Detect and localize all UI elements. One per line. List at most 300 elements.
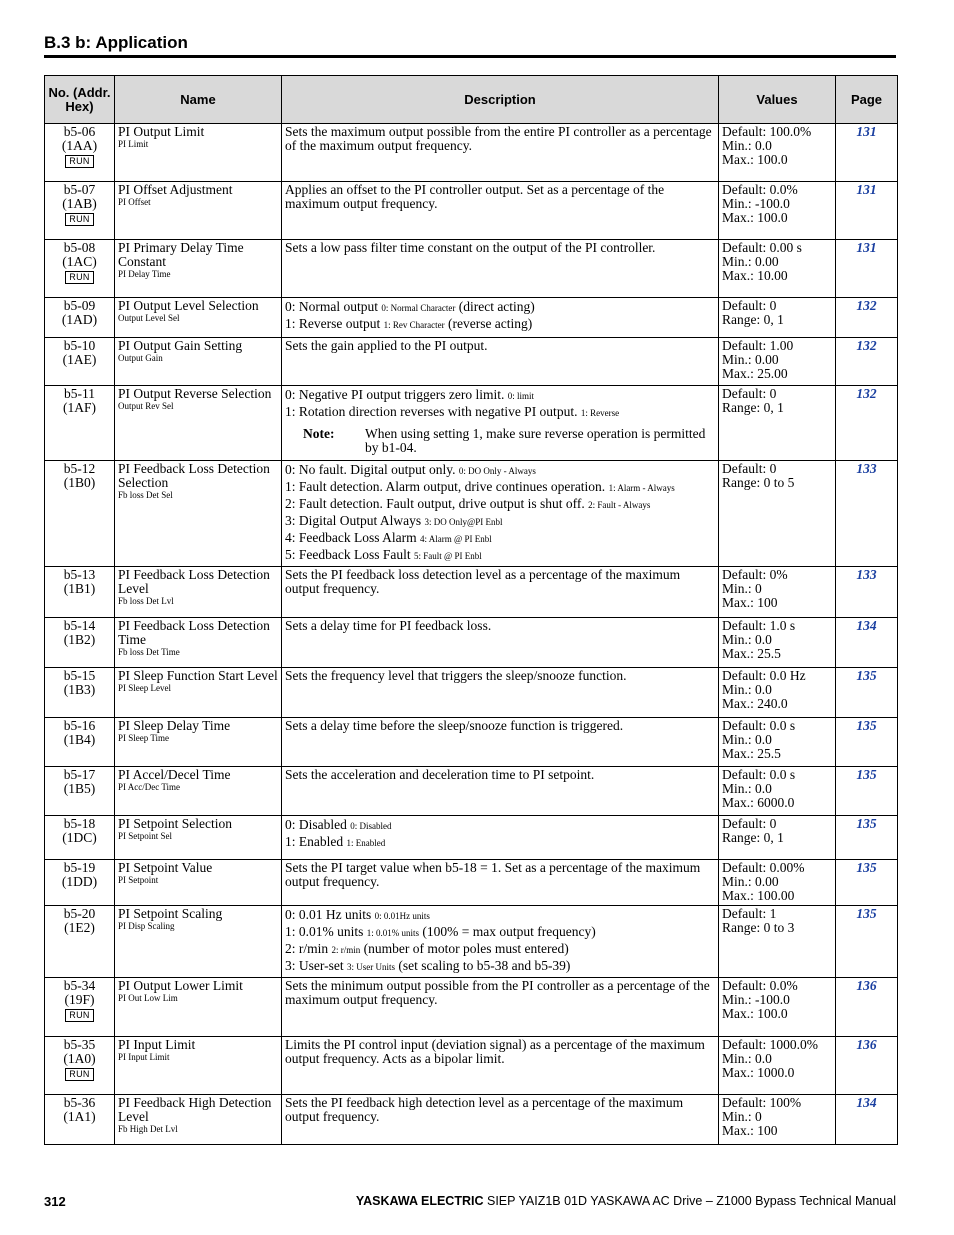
lcd-display-name: Output Rev Sel [118,401,174,411]
param-values-cell [719,978,836,1037]
param-description-cell [282,906,719,978]
lcd-display-name: PI Setpoint [118,875,159,885]
param-value-line: Range: 0, 1 [722,400,784,415]
option-suffix: (set scaling to b5-38 and b5-39) [398,958,571,973]
param-values-cell [719,668,836,718]
page-reference-cell [836,567,898,618]
column-header-no: No. (Addr. Hex) [45,76,115,124]
page-reference-cell [836,618,898,668]
param-number: b5-18 [63,816,96,831]
option-text: 1: Rotation direction reverses with negative PI output. [285,404,578,419]
param-value-line: Min.: 0.0 [722,138,772,153]
param-value-line: Default: 0% [722,567,788,582]
table-row [45,860,898,906]
param-address: (1AF) [63,400,96,415]
param-name: PI Accel/Decel Time [118,767,231,782]
param-name: PI Sleep Function Start Level [118,668,278,683]
page-reference-cell [836,767,898,816]
parameter-table [44,75,898,1145]
note-block [303,427,715,455]
param-value-line: Default: 100.0% [722,124,812,139]
param-description-cell [282,718,719,767]
param-value-line: Default: 0.0 s [722,767,796,782]
option-text: 0: Negative PI output triggers zero limit. [285,387,505,402]
param-address: (19F) [64,992,95,1007]
table-header-row [45,76,898,124]
param-address: (1A1) [63,1109,96,1124]
param-name-cell [115,860,282,906]
param-name-cell [115,1037,282,1095]
param-values-cell [719,1095,836,1145]
param-value-line: Default: 1.00 [722,338,794,353]
param-number: b5-11 [64,386,95,401]
param-value-line: Max.: 25.5 [722,646,781,661]
param-name: PI Setpoint Scaling [118,906,223,921]
option-text: 3: User-set [285,958,344,973]
param-address: (1B0) [63,475,96,490]
setting-option [285,530,715,547]
param-address: (1B4) [63,732,96,747]
page-reference-cell [836,860,898,906]
setting-option [285,513,715,530]
table-row [45,1095,898,1145]
param-value-line: Max.: 100 [722,595,778,610]
setting-option [285,316,715,333]
param-name: PI Output Lower Limit [118,978,243,993]
param-description-cell [282,124,719,182]
param-values-cell [719,860,836,906]
param-description-cell [282,461,719,567]
param-number: b5-12 [63,461,96,476]
param-values-cell [719,182,836,240]
section-title: B.3 b: Application [44,33,188,52]
param-address: (1AC) [62,254,97,269]
param-description-cell [282,567,719,618]
param-value-line: Default: 0.0% [722,978,798,993]
param-number: b5-20 [63,906,96,921]
param-name: PI Sleep Delay Time [118,718,231,733]
param-value-line: Max.: 1000.0 [722,1065,795,1080]
param-value-line: Max.: 100.0 [722,210,788,225]
option-lcd-text: 0: 0.01Hz units [374,911,430,921]
param-name-cell [115,386,282,461]
param-value-line: Min.: -100.0 [722,196,790,211]
param-description-cell [282,767,719,816]
page-reference-cell [836,124,898,182]
option-suffix: (direct acting) [458,299,535,314]
option-text: 0: 0.01 Hz units [285,907,372,922]
param-name-cell [115,906,282,978]
option-text: 4: Feedback Loss Alarm [285,530,417,545]
param-description: Sets the frequency level that triggers the sleep/snooze function. [285,668,627,683]
param-description: Sets the maximum output possible from the entire PI controller as a percentage of the maximum output frequency. [285,124,712,153]
param-number: b5-14 [63,618,96,633]
param-values-cell [719,567,836,618]
page-reference-cell [836,718,898,767]
param-value-line: Max.: 100.0 [722,1006,788,1021]
setting-option [285,924,715,941]
option-suffix: (number of motor poles must entered) [363,941,569,956]
param-number-cell [45,386,115,461]
param-value-line: Min.: -100.0 [722,992,790,1007]
param-value-line: Default: 0.0% [722,182,798,197]
column-header-description: Description [282,76,719,124]
setting-option [285,817,715,834]
table-row [45,978,898,1037]
param-name: PI Output Gain Setting [118,338,243,353]
page-reference-cell [836,978,898,1037]
param-number-cell [45,1037,115,1095]
option-suffix: (100% = max output frequency) [422,924,596,939]
page-reference-cell [836,240,898,298]
param-number-cell [45,767,115,816]
param-value-line: Max.: 25.5 [722,746,781,761]
param-description: Sets the PI target value when b5-18 = 1. Set as a percentage of the maximum output frequency. [285,860,701,889]
table-row [45,386,898,461]
param-address: (1B3) [63,682,96,697]
param-value-line: Max.: 100.0 [722,152,788,167]
param-description: Sets the acceleration and deceleration time to PI setpoint. [285,767,595,782]
param-description: Sets a low pass filter time constant on the output of the PI controller. [285,240,656,255]
option-lcd-text: 4: Alarm @ PI Enbl [419,534,492,544]
param-name: PI Primary Delay Time Constant [118,240,244,269]
setting-option [285,941,715,958]
page-reference-link[interactable]: 135 [856,718,877,733]
param-number: b5-16 [63,718,96,733]
param-value-line: Min.: 0.0 [722,632,772,647]
page-reference-link[interactable]: 136 [856,978,877,993]
setting-option [285,462,715,479]
param-number-cell [45,240,115,298]
param-address: (1AA) [61,138,98,153]
table-row [45,618,898,668]
table-row [45,767,898,816]
param-name: PI Input Limit [118,1037,196,1052]
param-value-line: Max.: 6000.0 [722,795,795,810]
lcd-display-name: PI Setpoint Sel [118,831,173,841]
param-value-line: Default: 1000.0% [722,1037,818,1052]
param-values-cell [719,618,836,668]
lcd-display-name: PI Out Low Lim [118,993,178,1003]
lcd-display-name: Fb loss Det Lvl [118,596,174,606]
param-name: PI Feedback Loss Detection Level [118,567,270,596]
param-value-line: Max.: 240.0 [722,696,788,711]
param-address: (1AD) [61,312,98,327]
table-row [45,718,898,767]
option-lcd-text: 0: limit [507,391,534,401]
option-text: 0: No fault. Digital output only. [285,462,456,477]
param-value-line: Default: 0 [722,461,777,476]
option-text: 3: Digital Output Always [285,513,422,528]
param-value-line: Default: 0 [722,816,777,831]
column-header-name: Name [115,76,282,124]
lcd-display-name: Output Gain [118,353,163,363]
page-number: 312 [44,1194,66,1209]
param-name-cell [115,338,282,386]
page-reference-link[interactable]: 132 [856,298,877,313]
run-badge: RUN [65,213,93,226]
param-value-line: Default: 0.00% [722,860,805,875]
param-address: (1AB) [62,196,97,211]
param-name-cell [115,767,282,816]
table-row [45,298,898,338]
param-value-line: Default: 1.0 s [722,618,796,633]
param-values-cell [719,906,836,978]
param-address: (1AE) [62,352,97,367]
param-number-cell [45,1095,115,1145]
run-badge: RUN [65,155,93,168]
param-name: PI Feedback High Detection Level [118,1095,272,1124]
page-reference-cell [836,386,898,461]
lcd-display-name: PI Sleep Time [118,733,170,743]
page-reference-cell [836,816,898,860]
param-value-line: Min.: 0.00 [722,352,779,367]
option-lcd-text: 1: Reverse [580,408,620,418]
lcd-display-name: PI Acc/Dec Time [118,782,180,792]
option-lcd-text: 0: Normal Character [381,303,456,313]
title-rule [44,55,896,58]
option-lcd-text: 0: Disabled [350,821,392,831]
option-lcd-text: 2: Fault - Always [588,500,651,510]
option-text: 1: Fault detection. Alarm output, drive continues operation. [285,479,606,494]
param-value-line: Default: 0 [722,298,777,313]
param-number: b5-13 [63,567,96,582]
param-description-cell [282,860,719,906]
param-description-cell [282,240,719,298]
param-number-cell [45,978,115,1037]
run-badge: RUN [65,271,93,284]
param-value-line: Default: 0.00 s [722,240,802,255]
footer-doc: SIEP YAIZ1B 01D YASKAWA AC Drive – Z1000 Bypass Technical Manual [486,1194,896,1208]
page-reference-link[interactable]: 133 [856,461,877,476]
page-reference-link[interactable]: 131 [856,182,877,197]
option-text: 1: 0.01% units [285,924,364,939]
page-reference-link[interactable]: 135 [856,767,877,782]
param-number: b5-10 [63,338,96,353]
param-name-cell [115,618,282,668]
option-text: 1: Enabled [285,834,344,849]
param-name-cell [115,718,282,767]
page-reference-link[interactable]: 135 [856,860,877,875]
page-reference-link[interactable]: 134 [856,1095,877,1110]
param-name: PI Setpoint Value [118,860,213,875]
param-description: Sets a delay time before the sleep/snooze function is triggered. [285,718,624,733]
param-description-cell [282,298,719,338]
param-values-cell [719,386,836,461]
param-number: b5-19 [63,860,96,875]
param-number: b5-35 [63,1037,96,1052]
param-number-cell [45,182,115,240]
param-number-cell [45,461,115,567]
param-number: b5-09 [63,298,96,313]
option-text: 0: Disabled [285,817,347,832]
param-value-line: Range: 0, 1 [722,830,784,845]
option-lcd-text: 1: Rev Character [383,320,445,330]
param-value-line: Range: 0 to 3 [722,920,795,935]
param-value-line: Default: 1 [722,906,777,921]
param-name: PI Setpoint Selection [118,816,232,831]
param-value-line: Min.: 0 [722,1109,762,1124]
option-text: 2: Fault detection. Fault output, drive output is shut off. [285,496,585,511]
table-row [45,816,898,860]
param-value-line: Max.: 10.00 [722,268,788,283]
lcd-display-name: Fb High Det Lvl [118,1124,178,1134]
option-text: 5: Feedback Loss Fault [285,547,411,562]
param-name-cell [115,816,282,860]
param-address: (1DC) [62,830,97,845]
param-number-cell [45,718,115,767]
footer-doc-title [356,1194,896,1208]
param-name-cell [115,978,282,1037]
param-number-cell [45,618,115,668]
note-label: Note: [303,426,335,441]
param-description-cell [282,182,719,240]
page-reference-link[interactable]: 131 [856,240,877,255]
setting-option [285,299,715,316]
param-number: b5-36 [63,1095,96,1110]
param-number-cell [45,124,115,182]
note-text: When using setting 1, make sure reverse operation is permitted by b1-04. [365,426,706,455]
param-value-line: Max.: 25.00 [722,366,788,381]
table-row [45,668,898,718]
param-value-line: Range: 0, 1 [722,312,784,327]
page-reference-link[interactable]: 132 [856,338,877,353]
page-reference-cell [836,182,898,240]
setting-option [285,547,715,564]
param-number: b5-34 [63,978,96,993]
page-reference-cell [836,1095,898,1145]
column-header-values: Values [719,76,836,124]
page-reference-link[interactable]: 136 [856,1037,877,1052]
param-value-line: Default: 0 [722,386,777,401]
option-lcd-text: 1: Enabled [346,838,386,848]
option-lcd-text: 3: User Units [346,962,395,972]
param-description-cell [282,338,719,386]
page-reference-link[interactable]: 133 [856,567,877,582]
param-description: Sets the PI feedback loss detection level as a percentage of the maximum output frequency. [285,567,681,596]
page-reference-link[interactable]: 135 [856,816,877,831]
param-values-cell [719,298,836,338]
option-text: 1: Reverse output [285,316,381,331]
setting-option [285,907,715,924]
param-description: Sets the minimum output possible from the PI controller as a percentage of the maximum output frequency. [285,978,710,1007]
run-badge: RUN [65,1009,93,1022]
lcd-display-name: Output Level Sel [118,313,180,323]
page-reference-link[interactable]: 134 [856,618,877,633]
param-value-line: Max.: 100.00 [722,888,795,903]
option-lcd-text: 2: r/min [331,945,361,955]
param-name: PI Feedback Loss Detection Selection [118,461,270,490]
param-values-cell [719,816,836,860]
page-reference-link[interactable]: 131 [856,124,877,139]
column-header-page: Page [836,76,898,124]
table-row [45,182,898,240]
param-values-cell [719,461,836,567]
param-description: Sets a delay time for PI feedback loss. [285,618,492,633]
param-description-cell [282,1095,719,1145]
param-value-line: Min.: 0.0 [722,781,772,796]
param-address: (1A0) [63,1051,96,1066]
param-values-cell [719,767,836,816]
param-value-line: Min.: 0.0 [722,732,772,747]
footer-brand: YASKAWA ELECTRIC [355,1194,484,1208]
setting-option [285,404,715,421]
param-name-cell [115,1095,282,1145]
param-number: b5-07 [63,182,96,197]
page-reference-link[interactable]: 135 [856,906,877,921]
param-value-line: Min.: 0.0 [722,682,772,697]
lcd-display-name: PI Input Limit [118,1052,170,1062]
param-values-cell [719,1037,836,1095]
param-description-cell [282,386,719,461]
param-name-cell [115,298,282,338]
param-number: b5-17 [63,767,96,782]
param-value-line: Default: 0.0 Hz [722,668,806,683]
page-reference-link[interactable]: 132 [856,386,877,401]
table-row [45,461,898,567]
param-value-line: Min.: 0.0 [722,1051,772,1066]
param-name: PI Offset Adjustment [118,182,233,197]
param-name-cell [115,124,282,182]
param-number: b5-06 [63,124,96,139]
param-value-line: Min.: 0.00 [722,874,779,889]
param-name: PI Output Reverse Selection [118,386,272,401]
param-value-line: Range: 0 to 5 [722,475,795,490]
lcd-display-name: Fb loss Det Sel [118,490,173,500]
option-text: 0: Normal output [285,299,378,314]
param-value-line: Min.: 0 [722,581,762,596]
setting-option [285,479,715,496]
param-name-cell [115,567,282,618]
param-description: Limits the PI control input (deviation signal) as a percentage of the maximum output frequency. Acts as a bipolar limit. [285,1037,705,1066]
param-values-cell [719,718,836,767]
setting-option [285,496,715,513]
page-reference-cell [836,338,898,386]
option-lcd-text: 1: Alarm - Always [608,483,675,493]
param-number-cell [45,338,115,386]
param-description: Sets the gain applied to the PI output. [285,338,488,353]
table-row [45,338,898,386]
page-reference-cell [836,1037,898,1095]
param-description: Applies an offset to the PI controller output. Set as a percentage of the maximum output frequency. [285,182,665,211]
param-description-cell [282,978,719,1037]
table-row [45,240,898,298]
param-description-cell [282,1037,719,1095]
option-lcd-text: 1: 0.01% units [366,928,420,938]
page-reference-link[interactable]: 135 [856,668,877,683]
option-text: 2: r/min [285,941,329,956]
param-description: Sets the PI feedback high detection level as a percentage of the maximum output frequency. [285,1095,684,1124]
run-badge: RUN [65,1068,93,1081]
param-address: (1B5) [63,781,96,796]
param-values-cell [719,240,836,298]
param-value-line: Min.: 0.00 [722,254,779,269]
param-value-line: Default: 100% [722,1095,802,1110]
param-address: (1E2) [64,920,95,935]
lcd-display-name: PI Disp Scaling [118,921,175,931]
page-reference-cell [836,668,898,718]
page-reference-cell [836,298,898,338]
param-description-cell [282,816,719,860]
page-reference-cell [836,906,898,978]
param-address: (1B1) [63,581,96,596]
param-values-cell [719,124,836,182]
param-number-cell [45,567,115,618]
table-row [45,567,898,618]
option-suffix: (reverse acting) [447,316,533,331]
param-number-cell [45,298,115,338]
param-name-cell [115,240,282,298]
